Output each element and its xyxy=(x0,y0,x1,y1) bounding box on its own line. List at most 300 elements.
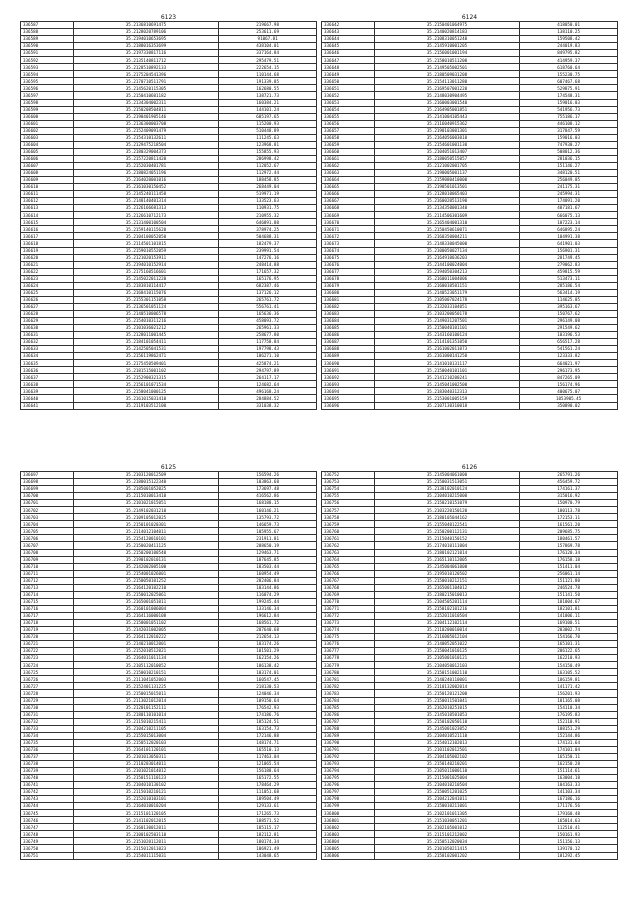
id-cell: 336648 xyxy=(322,64,375,71)
coordinate-cell: 35.2140020814183 xyxy=(374,29,520,36)
table-row xyxy=(322,240,618,247)
value-cell: 265791.26 xyxy=(520,472,618,479)
table-row xyxy=(21,402,317,409)
value-cell: 337164.84 xyxy=(219,50,317,57)
id-cell: 336783 xyxy=(322,690,375,697)
table-row xyxy=(21,535,317,542)
id-cell: 336630 xyxy=(21,325,74,332)
table-row xyxy=(21,563,317,570)
table-row xyxy=(21,71,317,78)
id-cell: 336799 xyxy=(322,803,375,810)
table-row xyxy=(322,212,618,219)
coordinate-cell: 35.2160101006004 xyxy=(73,605,219,612)
id-cell: 336736 xyxy=(21,746,74,753)
coordinate-cell: 35.2154001026001 xyxy=(73,570,219,577)
table-row xyxy=(21,57,317,64)
id-cell: 336795 xyxy=(322,775,375,782)
id-cell: 336597 xyxy=(21,92,74,99)
value-cell: 203002.74 xyxy=(520,627,618,634)
table-row xyxy=(21,817,317,824)
value-cell: 268449.04 xyxy=(219,184,317,191)
table-row xyxy=(322,233,618,240)
id-cell: 336786 xyxy=(322,711,375,718)
table-row xyxy=(322,479,618,486)
id-cell: 336642 xyxy=(322,22,375,29)
coordinate-cell: 35.2150010210151 xyxy=(73,669,219,676)
coordinate-cell: 35.2128010065403 xyxy=(374,191,520,198)
table-row xyxy=(21,198,317,205)
value-cell: 156174.96 xyxy=(520,381,618,388)
id-cell: 336789 xyxy=(322,732,375,739)
value-cell: 459815.59 xyxy=(520,268,618,275)
id-cell: 336664 xyxy=(322,177,375,184)
table-row xyxy=(322,782,618,789)
coordinate-cell: 35.2116005012104 xyxy=(374,634,520,641)
id-cell: 336677 xyxy=(322,268,375,275)
table-row xyxy=(322,507,618,514)
table-row xyxy=(322,753,618,760)
table-row xyxy=(21,388,317,395)
id-cell: 336694 xyxy=(322,388,375,395)
id-cell: 336785 xyxy=(322,704,375,711)
coordinate-cell: 35.2115040150152 xyxy=(374,535,520,542)
value-cell: 159016.03 xyxy=(520,99,618,106)
id-cell: 336782 xyxy=(322,683,375,690)
table-row xyxy=(21,113,317,120)
coordinate-cell: 35.2164020001016 xyxy=(73,177,219,184)
id-cell: 336654 xyxy=(322,106,375,113)
value-cell: 165510.13 xyxy=(219,746,317,753)
value-cell: 165150.11 xyxy=(520,753,618,760)
id-cell: 336734 xyxy=(21,732,74,739)
coordinate-cell: 35.2135140811712 xyxy=(73,57,219,64)
table-row xyxy=(21,690,317,697)
table-row xyxy=(21,570,317,577)
table-row xyxy=(322,275,618,282)
table-row xyxy=(322,148,618,155)
value-cell: 407181.67 xyxy=(520,205,618,212)
id-cell: 336606 xyxy=(21,155,74,162)
value-cell: 294797.89 xyxy=(219,367,317,374)
table-row xyxy=(21,374,317,381)
id-cell: 336685 xyxy=(322,325,375,332)
data-table xyxy=(20,21,317,410)
id-cell: 336604 xyxy=(21,141,74,148)
id-cell: 336594 xyxy=(21,71,74,78)
value-cell: 182112.81 xyxy=(219,831,317,838)
coordinate-cell: 35.2101021014012 xyxy=(73,767,219,774)
coordinate-cell: 35.2115001025004 xyxy=(374,775,520,782)
table-row xyxy=(21,683,317,690)
value-cell: 139170.12 xyxy=(520,845,618,852)
value-cell: 664021.97 xyxy=(520,360,618,367)
id-cell: 336691 xyxy=(322,367,375,374)
coordinate-cell: 35.2114101351050 xyxy=(374,339,520,346)
value-cell: 176195.83 xyxy=(520,711,618,718)
table-row xyxy=(322,127,618,134)
table-row xyxy=(21,29,317,36)
id-cell: 336733 xyxy=(21,725,74,732)
coordinate-cell: 35.2160011004006 xyxy=(374,275,520,282)
coordinate-cell: 35.2105001010121 xyxy=(374,655,520,662)
table-row xyxy=(21,697,317,704)
id-cell: 336758 xyxy=(322,514,375,521)
id-cell: 336763 xyxy=(322,549,375,556)
id-cell: 336590 xyxy=(21,43,74,50)
value-cell: 150970.79 xyxy=(520,500,618,507)
value-cell: 174186.76 xyxy=(219,711,317,718)
id-cell: 336746 xyxy=(21,817,74,824)
table-row xyxy=(21,782,317,789)
id-cell: 336757 xyxy=(322,507,375,514)
id-cell: 336755 xyxy=(322,493,375,500)
id-cell: 336640 xyxy=(21,395,74,402)
id-cell: 336674 xyxy=(322,247,375,254)
table-row xyxy=(322,402,618,409)
coordinate-cell: 35.2164120102210 xyxy=(73,584,219,591)
id-cell: 336652 xyxy=(322,92,375,99)
value-cell: 163105.52 xyxy=(520,669,618,676)
coordinate-cell: 35.2152900321315 xyxy=(73,374,219,381)
coordinate-cell: 35.2180509031208 xyxy=(374,71,520,78)
id-cell: 336598 xyxy=(21,99,74,106)
value-cell: 207640.68 xyxy=(219,627,317,634)
value-cell: 101501.29 xyxy=(219,648,317,655)
table-row xyxy=(322,226,618,233)
value-cell: 138110.25 xyxy=(520,29,618,36)
value-cell: 151114.61 xyxy=(520,767,618,774)
table-row xyxy=(322,500,618,507)
value-cell: 541561.24 xyxy=(520,346,618,353)
page-bottom-left xyxy=(20,464,317,860)
value-cell: 168188.15 xyxy=(219,500,317,507)
value-cell: 185124.51 xyxy=(219,718,317,725)
id-cell: 336634 xyxy=(21,353,74,360)
value-cell: 241175.31 xyxy=(520,184,618,191)
id-cell: 336678 xyxy=(322,275,375,282)
coordinate-cell: 35.2150015015011 xyxy=(73,690,219,697)
table-row xyxy=(322,282,618,289)
id-cell: 336735 xyxy=(21,739,74,746)
value-cell: 253611.69 xyxy=(219,29,317,36)
table-row xyxy=(21,92,317,99)
coordinate-cell: 35.2154113011280 xyxy=(374,78,520,85)
coordinate-cell: 35.2159080410000 xyxy=(374,177,520,184)
table-row xyxy=(322,325,618,332)
coordinate-cell: 35.2129475218504 xyxy=(73,141,219,148)
table-row xyxy=(322,78,618,85)
table-row xyxy=(21,704,317,711)
table-row xyxy=(21,78,317,85)
table-row xyxy=(21,549,317,556)
id-cell: 336802 xyxy=(322,824,375,831)
table-row xyxy=(322,612,618,619)
value-cell: 755186.17 xyxy=(520,113,618,120)
table-row xyxy=(322,289,618,296)
value-cell: 144101.24 xyxy=(219,106,317,113)
table-row xyxy=(322,99,618,106)
table-row xyxy=(322,817,618,824)
coordinate-cell: 35.2115101212002 xyxy=(374,831,520,838)
id-cell: 336701 xyxy=(21,500,74,507)
coordinate-cell: 35.2164116000108 xyxy=(73,612,219,619)
table-row xyxy=(21,542,317,549)
id-cell: 336653 xyxy=(322,99,375,106)
table-row xyxy=(21,317,317,324)
table-row xyxy=(322,155,618,162)
id-cell: 336708 xyxy=(21,549,74,556)
value-cell: 150767.62 xyxy=(520,310,618,317)
table-row xyxy=(322,205,618,212)
id-cell: 336622 xyxy=(21,268,74,275)
table-row xyxy=(21,177,317,184)
table-row xyxy=(21,760,317,767)
table-row xyxy=(322,43,618,50)
id-cell: 336796 xyxy=(322,782,375,789)
value-cell: 151141.50 xyxy=(520,591,618,598)
value-cell: 159016.03 xyxy=(520,134,618,141)
table-row xyxy=(21,796,317,803)
value-cell: 414959.37 xyxy=(520,57,618,64)
value-cell: 199245.44 xyxy=(219,598,317,605)
id-cell: 336704 xyxy=(21,521,74,528)
id-cell: 336715 xyxy=(21,598,74,605)
coordinate-cell: 35.2145004061000 xyxy=(374,472,520,479)
table-row xyxy=(322,36,618,43)
value-cell: 179160.48 xyxy=(520,810,618,817)
value-cell: 141103.34 xyxy=(520,789,618,796)
table-row xyxy=(322,739,618,746)
value-cell: 747930.27 xyxy=(520,141,618,148)
coordinate-cell: 35.2104210211105 xyxy=(73,725,219,732)
id-cell: 336739 xyxy=(21,767,74,774)
table-row xyxy=(21,514,317,521)
coordinate-cell: 35.2158041000125 xyxy=(73,388,219,395)
id-cell: 336602 xyxy=(21,127,74,134)
value-cell: 246524.78 xyxy=(520,584,618,591)
id-cell: 336724 xyxy=(21,662,74,669)
value-cell: 160384.21 xyxy=(219,99,317,106)
coordinate-cell: 35.2194010653695 xyxy=(73,36,219,43)
table-row xyxy=(21,148,317,155)
table-row xyxy=(322,310,618,317)
coordinate-cell: 35.2164011011134 xyxy=(73,655,219,662)
value-cell: 143048.65 xyxy=(219,852,317,859)
id-cell: 336671 xyxy=(322,226,375,233)
table-row xyxy=(21,332,317,339)
table-row xyxy=(21,184,317,191)
table-row xyxy=(21,289,317,296)
table-row xyxy=(322,162,618,169)
value-cell: 147276.16 xyxy=(219,254,317,261)
id-cell: 336665 xyxy=(322,184,375,191)
coordinate-cell: 35.2101036021212 xyxy=(73,325,219,332)
value-cell: 847265.09 xyxy=(520,374,618,381)
value-cell: 206122.65 xyxy=(520,648,618,655)
coordinate-cell: 35.2110132002014 xyxy=(374,683,520,690)
table-row xyxy=(21,753,317,760)
coordinate-cell: 35.2154120010101 xyxy=(73,535,219,542)
coordinate-cell: 35.2174010111004 xyxy=(374,542,520,549)
id-cell: 336730 xyxy=(21,704,74,711)
table-row xyxy=(322,845,618,852)
value-cell: 418050.01 xyxy=(520,22,618,29)
coordinate-cell: 35.2170710511791 xyxy=(73,78,219,85)
table-row xyxy=(21,303,317,310)
coordinate-cell: 35.2104010521110 xyxy=(374,732,520,739)
table-row xyxy=(21,612,317,619)
id-cell: 336797 xyxy=(322,789,375,796)
value-cell: 114625.05 xyxy=(520,296,618,303)
value-cell: 182101.81 xyxy=(520,605,618,612)
value-cell: 682387.46 xyxy=(219,282,317,289)
coordinate-cell: 35.2180105044162 xyxy=(374,514,520,521)
table-row xyxy=(21,528,317,535)
coordinate-cell: 35.2150040101101 xyxy=(374,325,520,332)
table-row xyxy=(21,591,317,598)
table-row xyxy=(322,177,618,184)
id-cell: 336672 xyxy=(322,233,375,240)
id-cell: 336660 xyxy=(322,148,375,155)
coordinate-cell: 35.2161030150452 xyxy=(73,184,219,191)
id-cell: 336617 xyxy=(21,233,74,240)
table-row xyxy=(21,669,317,676)
value-cell: 156901.31 xyxy=(520,247,618,254)
table-row xyxy=(21,360,317,367)
table-row xyxy=(322,317,618,324)
value-cell: 188458.85 xyxy=(219,177,317,184)
coordinate-cell: 35.2154310132611 xyxy=(73,134,219,141)
value-cell: 218130.53 xyxy=(219,683,317,690)
table-row xyxy=(21,367,317,374)
id-cell: 336591 xyxy=(21,50,74,57)
value-cell: 295479.51 xyxy=(219,57,317,64)
coordinate-cell: 35.2185001052025 xyxy=(73,486,219,493)
id-cell: 336687 xyxy=(322,339,375,346)
id-cell: 336711 xyxy=(21,570,74,577)
table-row xyxy=(322,831,618,838)
coordinate-cell: 35.2150041010125 xyxy=(374,648,520,655)
coordinate-cell: 35.2194050304213 xyxy=(374,268,520,275)
table-row xyxy=(322,775,618,782)
id-cell: 336719 xyxy=(21,627,74,634)
value-cell: 378974.25 xyxy=(219,226,317,233)
coordinate-cell: 35.2152010512021 xyxy=(73,648,219,655)
id-cell: 336657 xyxy=(322,127,375,134)
table-row xyxy=(322,219,618,226)
id-cell: 336626 xyxy=(21,296,74,303)
coordinate-cell: 35.2114012104011 xyxy=(73,528,219,535)
value-cell: 110931.75 xyxy=(219,205,317,212)
table-row xyxy=(21,521,317,528)
table-row xyxy=(21,648,317,655)
value-cell: 174091.20 xyxy=(520,198,618,205)
id-cell: 336790 xyxy=(322,739,375,746)
id-cell: 336679 xyxy=(322,282,375,289)
table-row xyxy=(322,57,618,64)
table-row xyxy=(322,268,618,275)
id-cell: 336774 xyxy=(322,627,375,634)
coordinate-cell: 35.2136300003708 xyxy=(73,120,219,127)
value-cell: 151156.13 xyxy=(520,838,618,845)
coordinate-cell: 35.2150140210201 xyxy=(374,760,520,767)
value-cell: 112510.41 xyxy=(520,824,618,831)
value-cell: 641901.03 xyxy=(520,240,618,247)
id-cell: 336623 xyxy=(21,275,74,282)
value-cell: 123333.82 xyxy=(520,353,618,360)
coordinate-cell: 35.2150450610071 xyxy=(374,226,520,233)
id-cell: 336794 xyxy=(322,767,375,774)
id-cell: 336756 xyxy=(322,500,375,507)
table-row xyxy=(21,240,317,247)
coordinate-cell: 35.2134350001340 xyxy=(374,205,520,212)
coordinate-cell: 35.2115010013410 xyxy=(73,493,219,500)
id-cell: 336651 xyxy=(322,85,375,92)
id-cell: 336712 xyxy=(21,577,74,584)
id-cell: 336668 xyxy=(322,205,375,212)
coordinate-cell: 35.2102101011305 xyxy=(374,810,520,817)
value-cell: 173697.48 xyxy=(219,486,317,493)
table-row xyxy=(21,169,317,176)
coordinate-cell: 35.2128011001445 xyxy=(73,332,219,339)
coordinate-cell: 35.2151020112011 xyxy=(73,838,219,845)
table-row xyxy=(21,155,317,162)
value-cell: 165172.55 xyxy=(219,775,317,782)
id-cell: 336725 xyxy=(21,669,74,676)
coordinate-cell: 35.2104100052050 xyxy=(73,233,219,240)
coordinate-cell: 35.2154010311216 xyxy=(73,317,219,324)
table-row xyxy=(322,556,618,563)
coordinate-cell: 35.2104212041011 xyxy=(374,796,520,803)
value-cell: 504688.31 xyxy=(219,233,317,240)
coordinate-cell: 35.2141004105443 xyxy=(374,113,520,120)
id-cell: 336801 xyxy=(322,817,375,824)
table-row xyxy=(21,605,317,612)
value-cell: 162150.28 xyxy=(520,760,618,767)
id-cell: 336777 xyxy=(322,648,375,655)
table-row xyxy=(21,141,317,148)
value-cell: 315016.92 xyxy=(520,493,618,500)
value-cell: 168561.72 xyxy=(219,619,317,626)
table-row xyxy=(21,803,317,810)
value-cell: 264117.17 xyxy=(219,374,317,381)
value-cell: 159508.42 xyxy=(520,36,618,43)
value-cell: 151146.27 xyxy=(520,162,618,169)
coordinate-cell: 35.2180215010013 xyxy=(374,591,520,598)
table-row xyxy=(21,486,317,493)
value-cell: 154166.70 xyxy=(520,634,618,641)
table-row xyxy=(21,619,317,626)
coordinate-cell: 35.2105011000110 xyxy=(374,767,520,774)
value-cell: 296173.95 xyxy=(520,367,618,374)
table-row xyxy=(322,367,618,374)
value-cell: 239991.54 xyxy=(219,247,317,254)
value-cell: 160954.49 xyxy=(219,570,317,577)
id-cell: 336595 xyxy=(21,78,74,85)
table-row xyxy=(322,92,618,99)
value-cell: 117463.04 xyxy=(219,753,317,760)
coordinate-cell: 35.2145041002500 xyxy=(374,381,520,388)
coordinate-cell: 35.2144100024004 xyxy=(374,261,520,268)
value-cell: 176158.18 xyxy=(520,556,618,563)
id-cell: 336680 xyxy=(322,289,375,296)
value-cell: 284884.52 xyxy=(219,395,317,402)
id-cell: 336773 xyxy=(322,619,375,626)
value-cell: 117758.84 xyxy=(219,339,317,346)
data-table xyxy=(321,471,618,860)
value-cell: 121065.54 xyxy=(219,760,317,767)
page-title: 6124 xyxy=(461,14,478,21)
